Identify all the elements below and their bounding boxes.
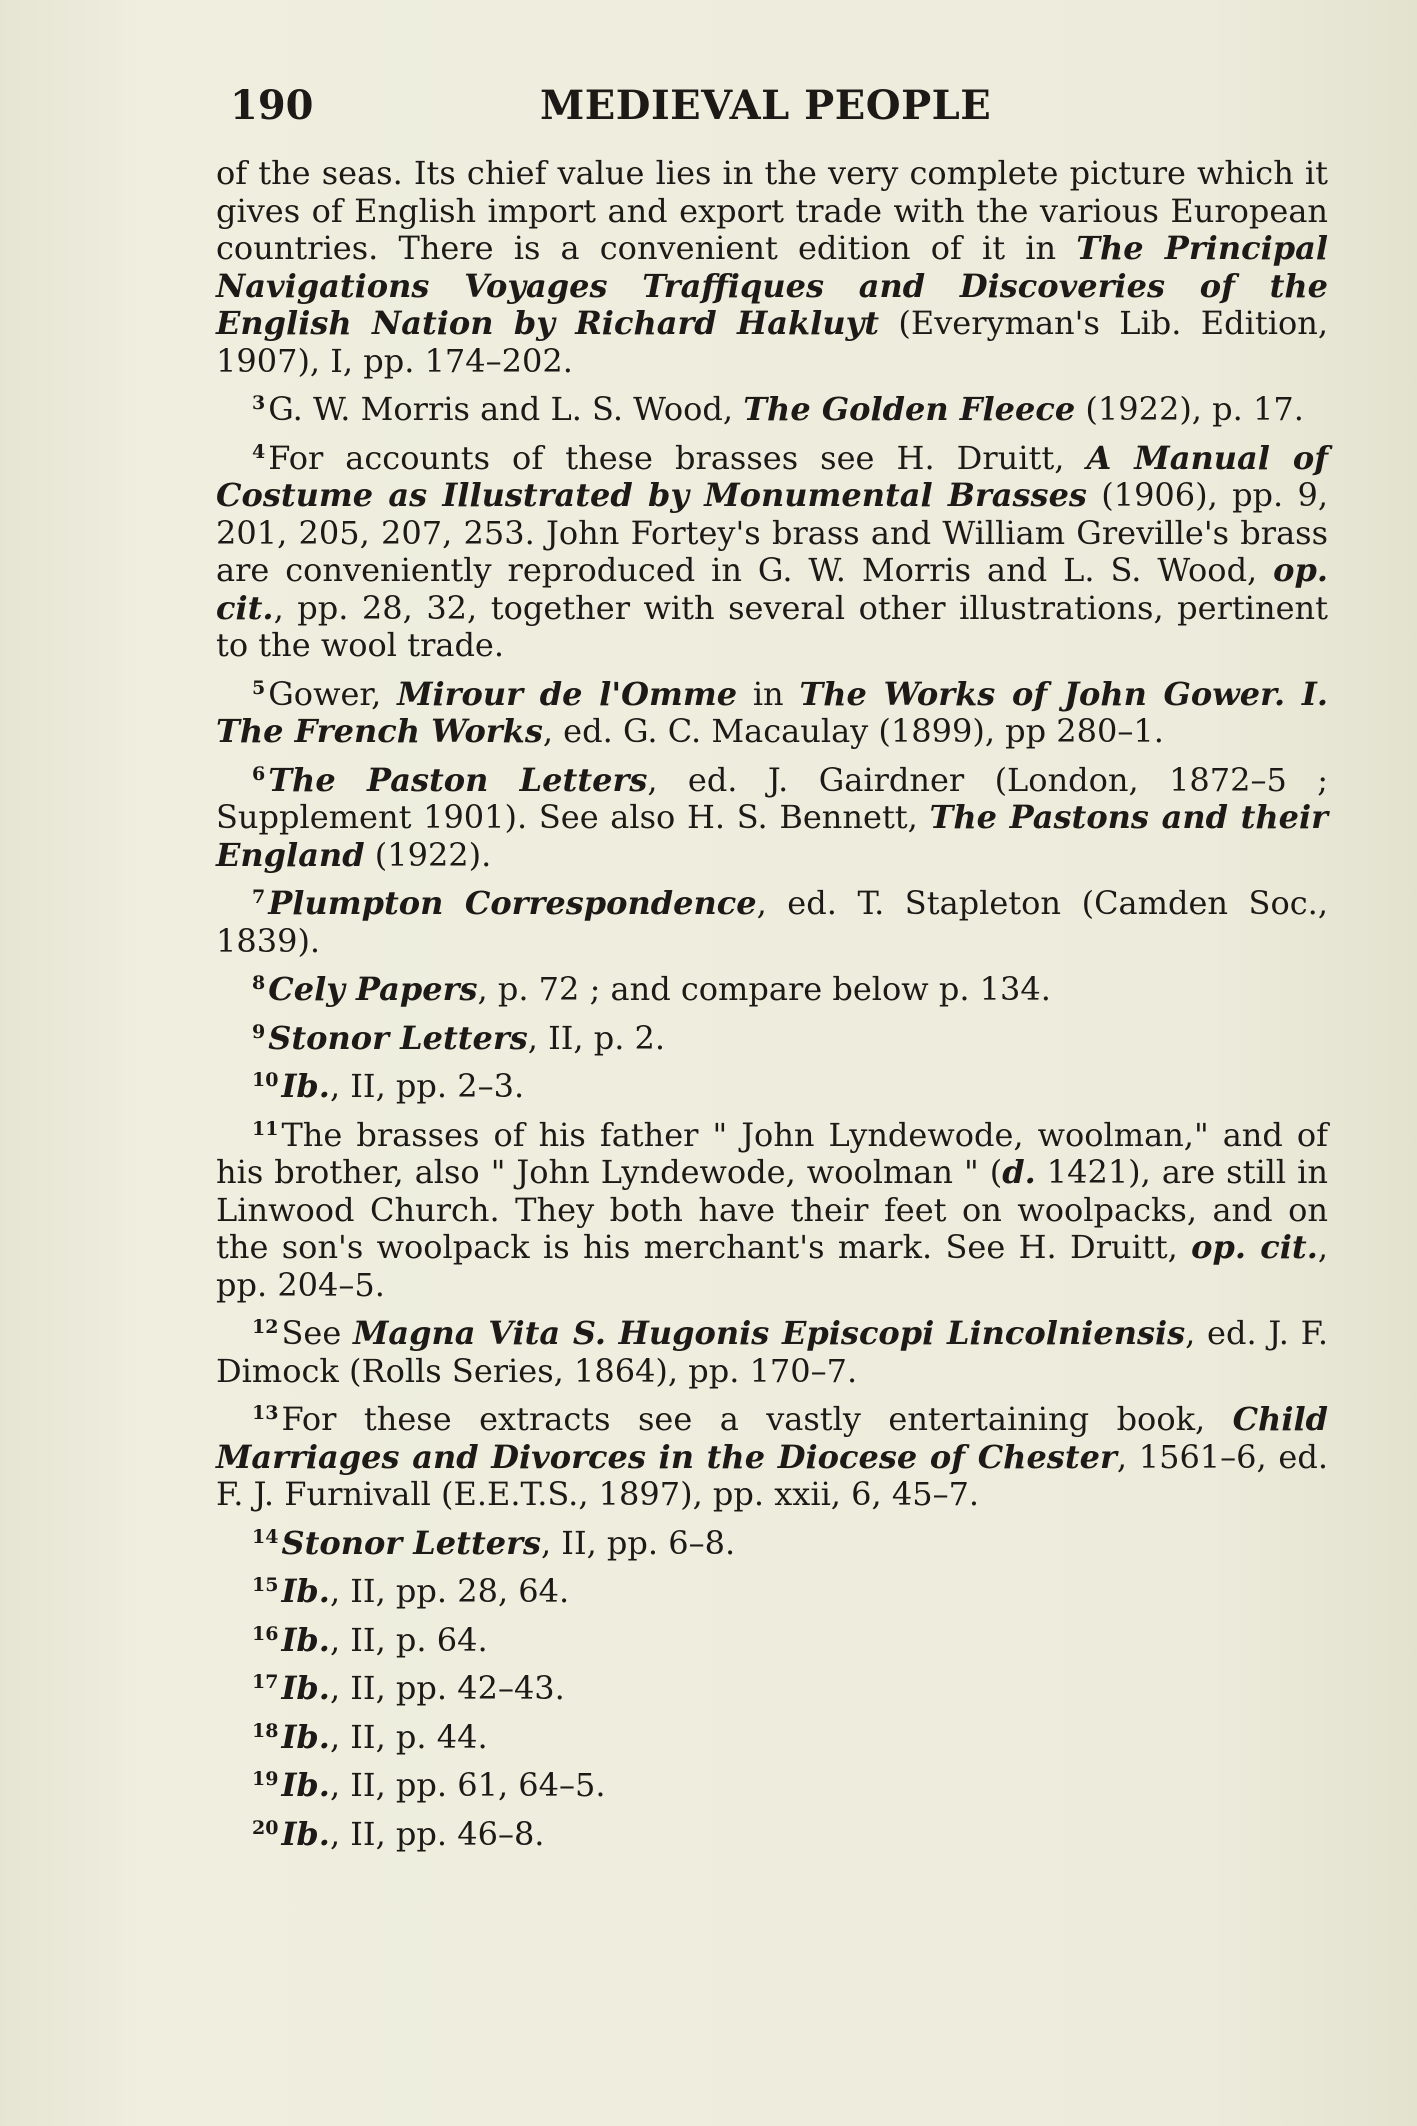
footnote-number: 11 [252, 1117, 279, 1140]
note-text: , ed. J. Gairdner (London, 1872–5 ; Supplement 1901). See also H. S. Bennett, [216, 760, 1329, 836]
note-text: , II, p. 64. [329, 1620, 488, 1659]
page-header [230, 82, 1330, 132]
italic-title: Ib. [281, 1669, 330, 1707]
footnote-17 [216, 1670, 1328, 1708]
footnote-number: 3 [252, 392, 266, 414]
italic-title: op. cit. [1191, 1228, 1318, 1266]
italic-title: The Principal Navigations Voyages Traffiques and Discoveries of the English Nation by Richard Hakluyt [216, 229, 1329, 342]
footnote-number: 9 [252, 1020, 266, 1043]
italic-title: Ib. [281, 1717, 330, 1756]
note-text: , ed. T. Stapleton (Camden Soc., 1839). [216, 884, 1329, 960]
note-text: in [737, 674, 800, 713]
footnote-5 [216, 676, 1328, 751]
footnote-16 [216, 1622, 1328, 1660]
italic-title: Mirour de l'Omme [397, 674, 738, 713]
italic-title: The Golden Fleece [743, 390, 1076, 428]
italic-title: The Works of John Gower. I. The French Works [216, 674, 1329, 750]
footnote-20 [216, 1816, 1328, 1854]
note-text: For accounts of these brasses see H. Druitt, [268, 438, 1087, 477]
note-text: , ed. G. C. Macaulay (1899), pp 280–1. [542, 712, 1164, 750]
footnote-6 [216, 762, 1328, 875]
running-title: MEDIEVAL PEOPLE [540, 82, 992, 129]
note-text: See [281, 1314, 353, 1352]
note-text: , II, p. 44. [329, 1717, 488, 1756]
footnote-continuation [216, 155, 1328, 380]
italic-title: Ib. [281, 1814, 330, 1853]
italic-title: Ib. [281, 1766, 330, 1804]
footnote-7 [216, 885, 1328, 960]
footnote-3 [216, 391, 1328, 429]
footnote-number: 4 [252, 440, 266, 463]
note-text: , p. 72 ; and compare below p. 134. [477, 970, 1051, 1008]
italic-title: Stonor Letters [281, 1523, 541, 1562]
italic-title: Ib. [281, 1572, 330, 1610]
footnote-19 [216, 1767, 1328, 1805]
footnote-4 [216, 440, 1328, 665]
note-text: For these extracts see a vastly entertaining book, [281, 1400, 1233, 1438]
footnote-number: 19 [252, 1768, 279, 1790]
note-text: , ed. J. F. Dimock (Rolls Series, 1864), pp. 170–7. [216, 1314, 1329, 1390]
italic-title: Cely Papers [268, 970, 478, 1008]
page-number: 190 [230, 82, 314, 129]
footnote-11 [216, 1117, 1328, 1305]
footnote-number: 16 [252, 1622, 279, 1645]
italic-title: Stonor Letters [268, 1018, 528, 1057]
note-text: , II, p. 2. [527, 1018, 666, 1057]
note-text: , pp. 204–5. [216, 1228, 1329, 1304]
note-text: Gower, [268, 674, 398, 713]
italic-title: op. cit. [216, 551, 1328, 627]
italic-title: The Pastons and their England [216, 798, 1329, 874]
footnote-number: 8 [252, 972, 266, 994]
footnote-number: 12 [252, 1316, 279, 1338]
italic-title: Magna Vita S. Hugonis Episcopi Lincolniensis [352, 1314, 1186, 1352]
note-text: , II, pp. 28, 64. [329, 1572, 570, 1610]
note-text: G. W. Morris and L. S. Wood, [268, 390, 744, 428]
footnote-number: 18 [252, 1719, 279, 1742]
note-text: , pp. 28, 32, together with several other illustrations, pertinent to the wool trade. [216, 588, 1328, 664]
italic-title: The Paston Letters [268, 760, 648, 799]
note-text: , II, pp. 46–8. [329, 1814, 545, 1853]
footnote-9 [216, 1020, 1328, 1058]
footnote-18 [216, 1719, 1328, 1757]
italic-title: d. [1002, 1153, 1036, 1191]
note-text: (1922). [364, 835, 492, 874]
italic-title: Ib. [281, 1067, 330, 1105]
footnote-number: 15 [252, 1574, 279, 1596]
italic-title: Plumpton Correspondence [268, 884, 757, 922]
footnote-12 [216, 1315, 1328, 1390]
footnote-number: 14 [252, 1525, 279, 1548]
footnote-number: 17 [252, 1671, 279, 1693]
footnote-10 [216, 1068, 1328, 1106]
footnote-number: 10 [252, 1069, 279, 1091]
note-text: , II, pp. 42–43. [329, 1669, 565, 1707]
footnotes [216, 155, 1328, 1853]
note-text: 1421), are still in Linwood Church. They both have their feet on woolpacks, and on the son's woolpack is his merchant's mark. See H. Druitt, [216, 1153, 1329, 1266]
footnote-number: 6 [252, 762, 266, 785]
footnote-14 [216, 1525, 1328, 1563]
note-text: (1922), p. 17. [1075, 390, 1304, 428]
footnote-13 [216, 1401, 1328, 1514]
note-text: , II, pp. 2–3. [329, 1067, 525, 1105]
note-text: , 1561–6, ed. F. J. Furnivall (E.E.T.S., 1897), pp. xxii, 6, 45–7. [216, 1437, 1329, 1513]
italic-title: Child Marriages and Divorces in the Diocese of Chester [216, 1400, 1328, 1476]
footnote-number: 13 [252, 1402, 279, 1424]
note-text: The brasses of his father " John Lyndewode, woolman," and of his brother, also " John Lyndewode, woolman " ( [216, 1115, 1328, 1191]
footnote-number: 20 [252, 1816, 279, 1839]
note-text: of the seas. Its chief value lies in the very complete picture which it gives of English import and export trade with the various European countries. There is a convenient edition of it in [216, 154, 1328, 267]
note-text: , II, pp. 6–8. [540, 1523, 736, 1562]
footnote-8 [216, 971, 1328, 1009]
footnote-number: 7 [252, 886, 266, 908]
footnote-number: 5 [252, 676, 266, 699]
note-text: (Everyman's Lib. Edition, 1907), I, pp. 174–202. [216, 304, 1329, 380]
italic-title: Ib. [281, 1620, 330, 1659]
note-text: (1906), pp. 9, 201, 205, 207, 253. John Fortey's brass and William Greville's brass are conveniently reproduced in G. W. Morris and L. S. Wood, [216, 476, 1329, 589]
italic-title: A Manual of Costume as Illustrated by Monumental Brasses [216, 438, 1329, 514]
note-text: , II, pp. 61, 64–5. [329, 1766, 606, 1804]
footnote-15 [216, 1573, 1328, 1611]
